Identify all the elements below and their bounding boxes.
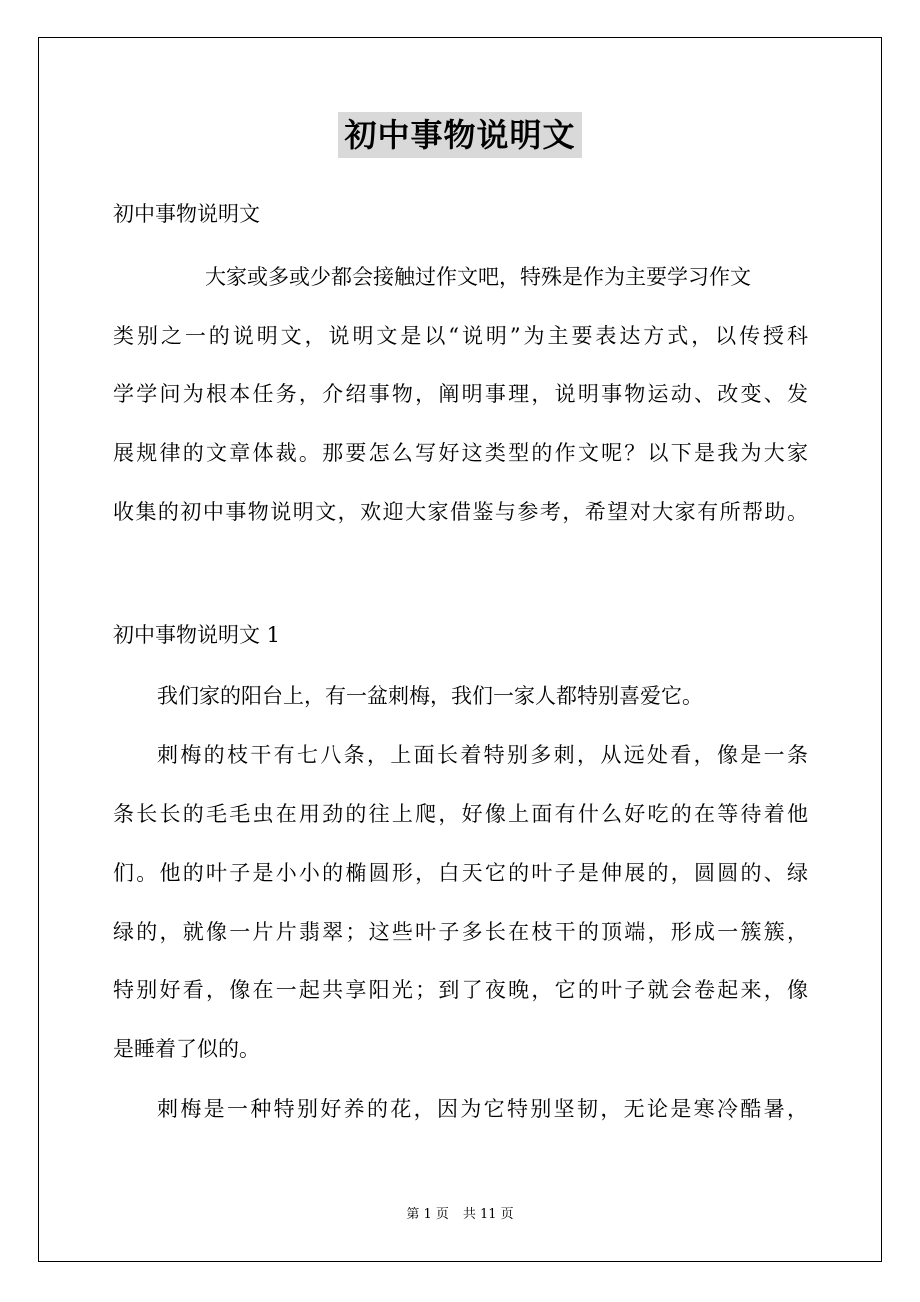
document-subtitle: 初中事物说明文 (113, 202, 260, 226)
section-line-7: 是睡着了似的。 (113, 1037, 260, 1061)
section-line-1: 我们家的阳台上，有一盆刺梅，我们一家人都特别喜爱它。 (157, 684, 703, 708)
intro-line-2: 类别之一的说明文，说明文是以“说明”为主要表达方式，以传授科 (113, 324, 808, 348)
section-line-3: 条长长的毛毛虫在用劲的往上爬，好像上面有什么好吃的在等待着他 (113, 802, 808, 826)
intro-line-4: 展规律的文章体裁。那要怎么写好这类型的作文呢？以下是我为大家 (113, 441, 808, 465)
page-number: 第 1 页 (406, 1207, 449, 1222)
section-line-2: 刺梅的枝干有七八条，上面长着特别多刺，从远处看，像是一条 (157, 743, 808, 767)
section-line-5: 绿的，就像一片片翡翠；这些叶子多长在枝干的顶端，形成一簇簇， (113, 920, 808, 944)
section-line-8: 刺梅是一种特别好养的花，因为它特别坚韧，无论是寒冷酷暑， (157, 1097, 808, 1121)
section-line-4: 们。他的叶子是小小的椭圆形，白天它的叶子是伸展的，圆圆的、绿 (113, 861, 808, 885)
document-title: 初中事物说明文 (338, 112, 582, 158)
section-heading: 初中事物说明文 1 (113, 623, 281, 647)
intro-line-5: 收集的初中事物说明文，欢迎大家借鉴与参考，希望对大家有所帮助。 (113, 500, 808, 524)
page-total: 共 11 页 (462, 1207, 514, 1222)
intro-line-3: 学学问为根本任务，介绍事物，阐明事理，说明事物运动、改变、发 (113, 382, 808, 406)
page-footer (0, 1206, 920, 1224)
intro-line-1: 大家或多或少都会接触过作文吧，特殊是作为主要学习作文 (205, 265, 751, 289)
section-line-6: 特别好看，像在一起共享阳光；到了夜晚，它的叶子就会卷起来，像 (113, 978, 808, 1002)
